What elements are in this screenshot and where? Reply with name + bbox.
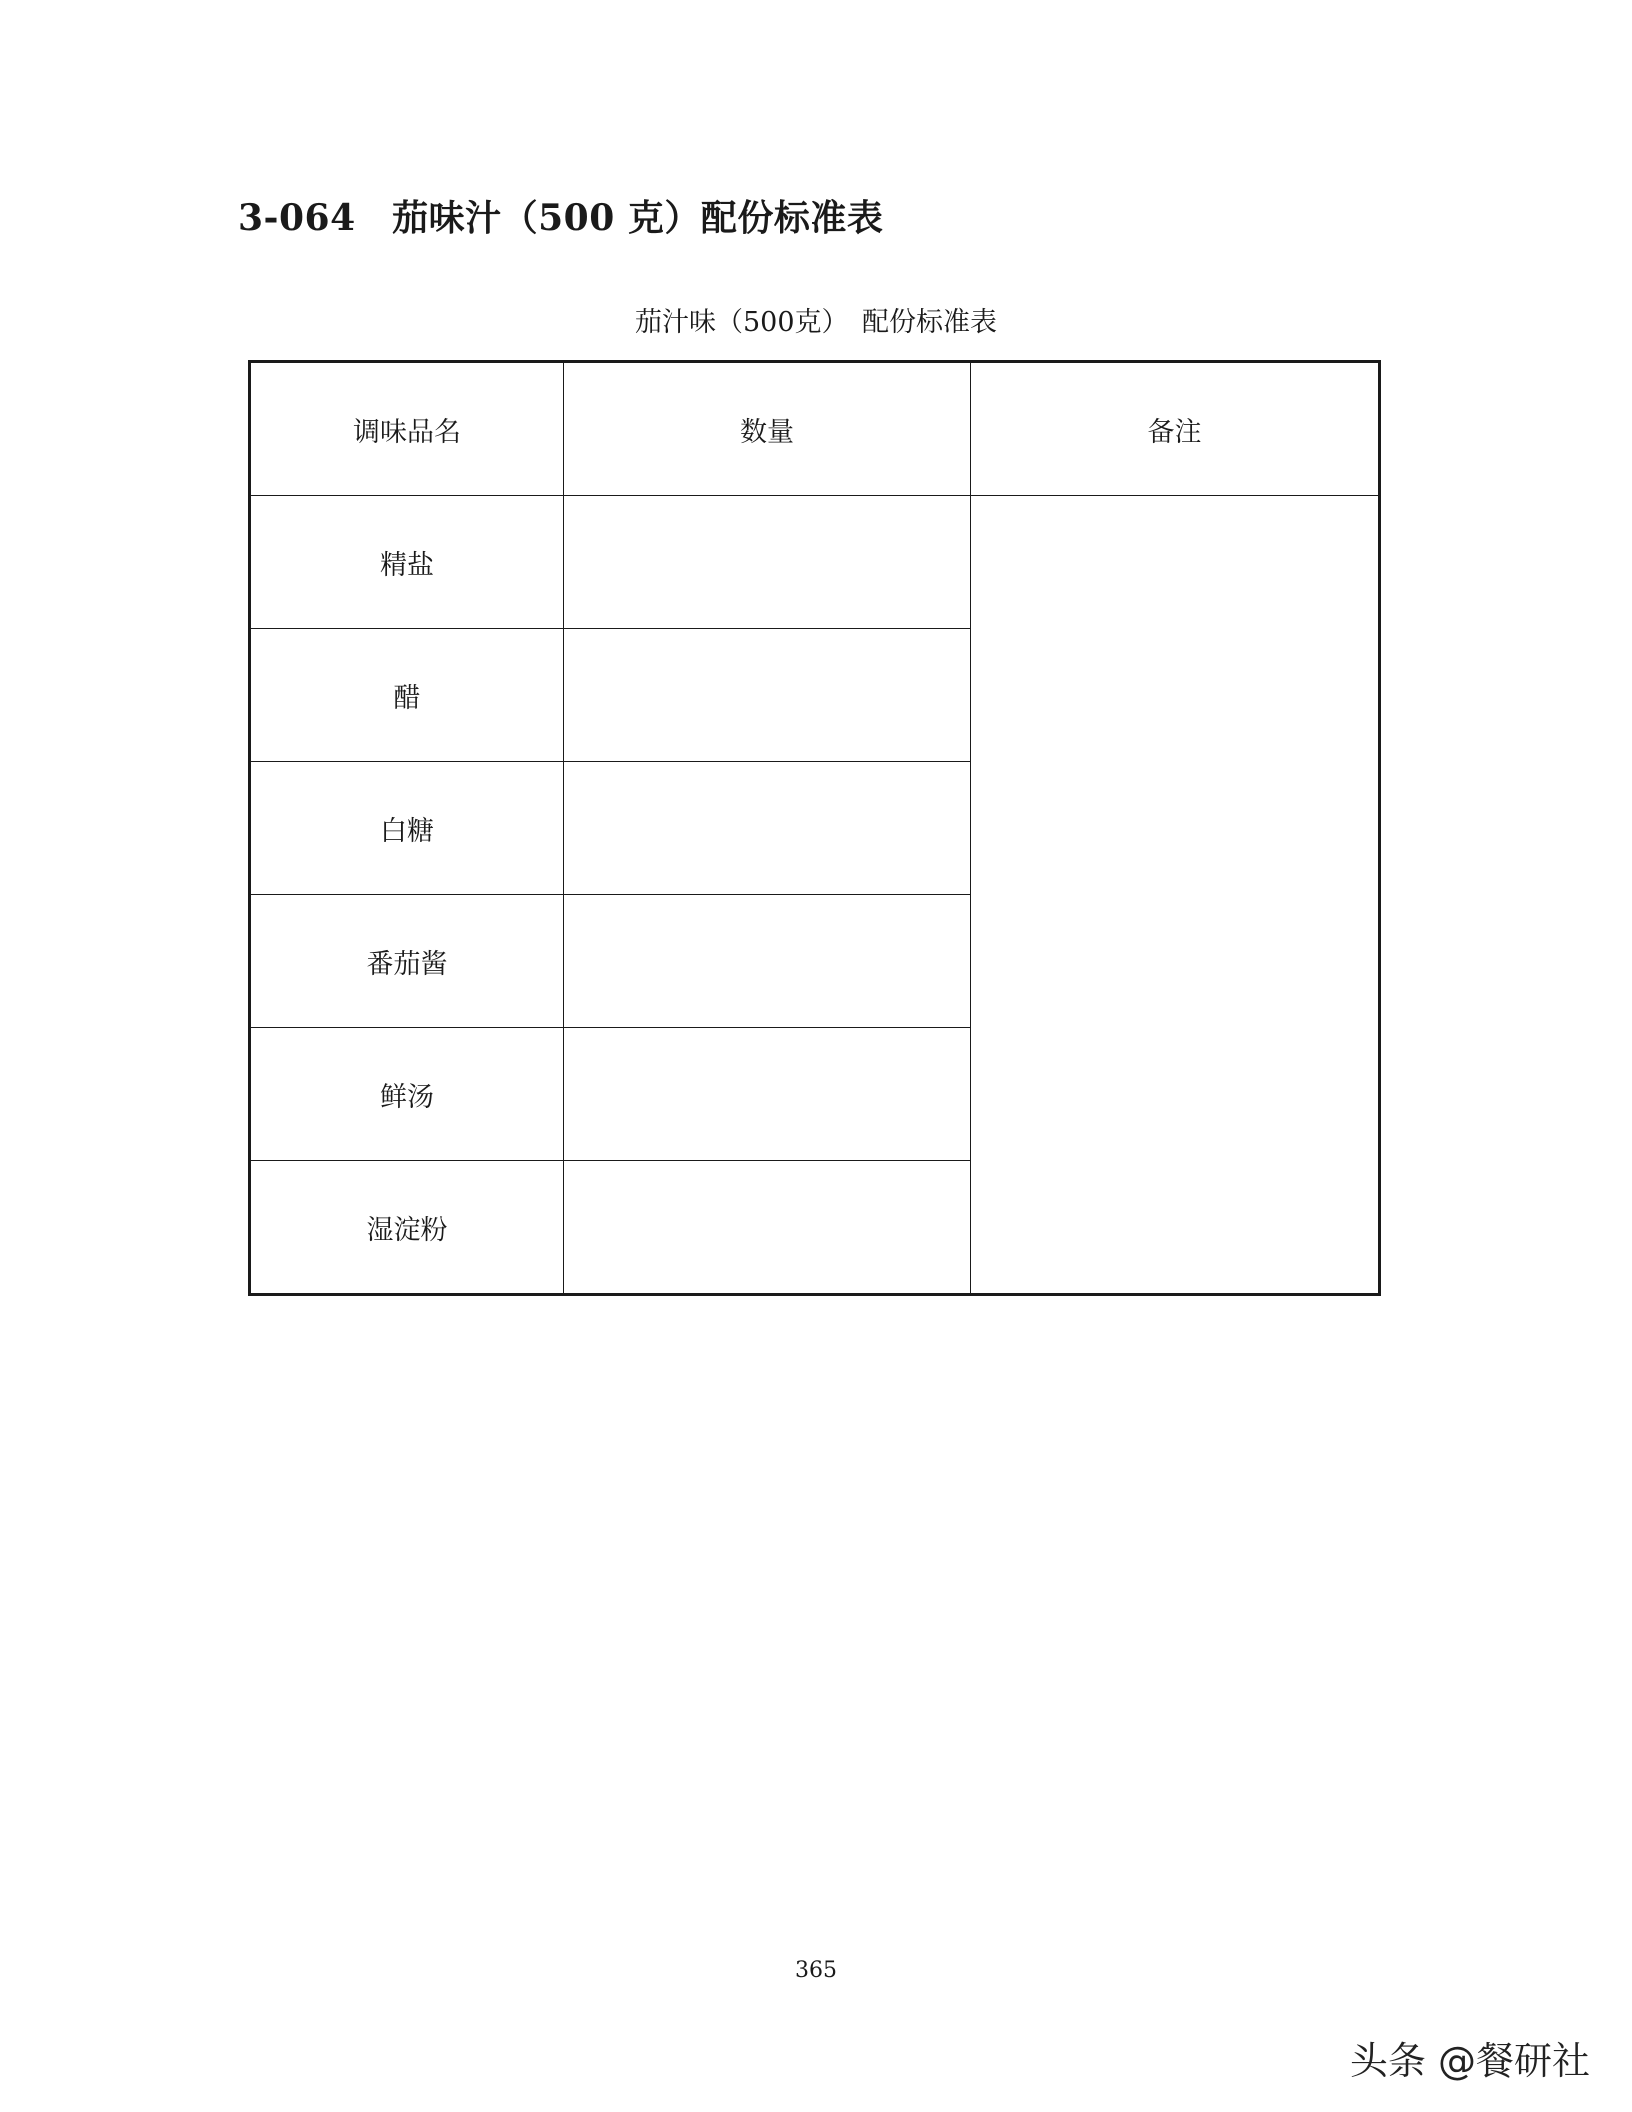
quantity-cell: [564, 895, 971, 1028]
seasoning-name-cell: 鲜汤: [250, 1028, 564, 1161]
page-number: 365: [795, 1958, 837, 1983]
header-seasoning-name: 调味品名: [250, 362, 564, 496]
seasoning-name-cell: 醋: [250, 629, 564, 762]
watermark: 头条 @餐研社: [1349, 2039, 1590, 2083]
quantity-cell: [564, 1028, 971, 1161]
quantity-cell: [564, 762, 971, 895]
quantity-cell: [564, 496, 971, 629]
quantity-cell: [564, 1161, 971, 1295]
seasoning-name-cell: 番茄酱: [250, 895, 564, 1028]
quantity-cell: [564, 629, 971, 762]
note-cell: [971, 496, 1380, 1295]
seasoning-name-cell: 精盐: [250, 496, 564, 629]
table-caption: 茄汁味（500克） 配份标准表: [634, 307, 998, 338]
header-note: 备注: [971, 362, 1380, 496]
table-row: [250, 496, 1380, 629]
table-header-row: [250, 362, 1380, 496]
seasoning-table: [248, 360, 1381, 1296]
section-heading: 3-064 茄味汁（500 克）配份标准表: [238, 197, 884, 239]
seasoning-name-cell: 湿淀粉: [250, 1161, 564, 1295]
header-quantity: 数量: [564, 362, 971, 496]
seasoning-name-cell: 白糖: [250, 762, 564, 895]
